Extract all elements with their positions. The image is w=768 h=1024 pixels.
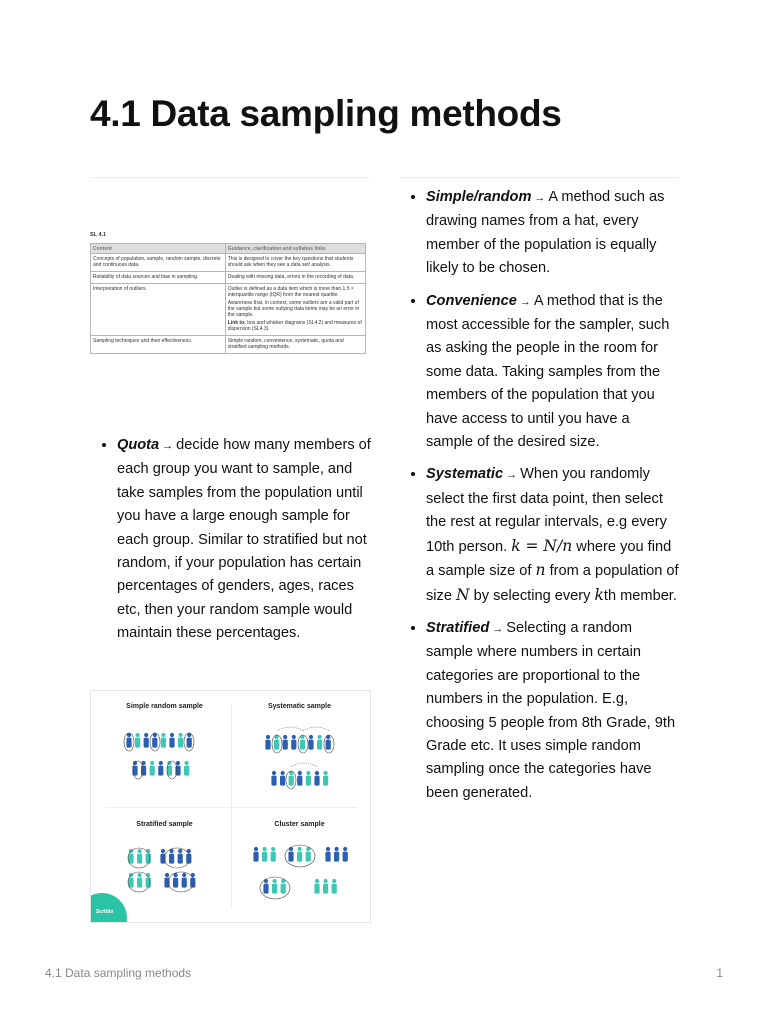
syllabus-guidance-cell [225, 284, 365, 336]
syllabus-guidance-cell [225, 336, 365, 354]
syllabus-header-guidance: Guidance, clarification and syllabus links [225, 244, 365, 254]
syllabus-content-cell: Concepts of population, sample, random sample, discrete and continuous data. [91, 254, 226, 272]
syllabus-header-content: Content [91, 244, 226, 254]
person-icon [326, 735, 331, 750]
person-icon [161, 733, 166, 748]
systematic-sample-label: Systematic sample [267, 703, 332, 710]
syllabus-table [90, 243, 366, 354]
syllabus-code: SL 4.1 [90, 232, 107, 238]
person-icon [173, 873, 178, 888]
list-item-simple-random [426, 186, 680, 281]
quota-term: Quota [117, 437, 160, 453]
person-icon [150, 761, 155, 776]
syllabus-guidance-text: Simple random, convenience, systematic, quota and stratified sampling methods. [227, 337, 344, 350]
systematic-term: Systematic [426, 466, 504, 483]
systematic-description-b: where you find a sample size of [426, 538, 672, 580]
person-icon [314, 771, 319, 786]
simple-random-term: Simple/random [426, 189, 532, 205]
syllabus-guidance-cell [225, 272, 365, 284]
person-icon [186, 849, 191, 864]
person-icon [182, 873, 187, 888]
person-icon [314, 879, 319, 894]
arrow-icon: → [519, 295, 531, 308]
stratified-sample-label: Stratified sample [136, 821, 193, 828]
systematic-formula: k = N/n [511, 536, 573, 555]
list-item-convenience [426, 290, 680, 455]
person-icon [288, 847, 293, 862]
table-row [91, 254, 366, 272]
arrow-icon: → [492, 622, 504, 635]
person-icon [187, 733, 192, 748]
person-icon [289, 771, 294, 786]
person-icon [308, 735, 313, 750]
interval-arc [277, 727, 303, 731]
person-icon [323, 771, 328, 786]
left-column-rule [90, 177, 369, 178]
systematic-description-e: th member. [603, 587, 677, 604]
interval-arc [291, 763, 317, 767]
person-icon [265, 735, 270, 750]
person-icon [262, 847, 267, 862]
list-item-quota [117, 434, 371, 646]
list-item-stratified [426, 617, 680, 805]
convenience-description: A method that is the most accessible for the sampler, such as asking the people in the room for some data. Taking samples from the members of the population that you have access to until you have a sample of the desired size. [426, 292, 670, 451]
systematic-description-c: from a population of size [426, 563, 679, 604]
right-bullet-list [399, 186, 680, 814]
table-row [91, 284, 366, 336]
person-icon [332, 879, 337, 894]
person-icon [343, 847, 348, 862]
person-icon [137, 873, 142, 888]
person-icon [271, 771, 276, 786]
person-icon [169, 849, 174, 864]
person-icon [184, 761, 189, 776]
syllabus-content-cell: Sampling techniques and their effectiveness. [91, 336, 226, 354]
interval-variable: k [594, 585, 604, 604]
arrow-icon: → [534, 192, 546, 204]
simple-random-sample-label: Simple random sample [126, 703, 203, 710]
syllabus-table-image [90, 232, 366, 354]
arrow-icon: → [506, 469, 518, 482]
scribbr-logo-text: Scribbr [96, 909, 114, 915]
sampling-methods-figure [90, 690, 371, 923]
stratified-description: Selecting a random sample where numbers in certain categories are proportional to the numbers in the population. E.g, choosing 5 people from 8th Grade, 9th Grade etc. It uses simple random sampling once the categories have been generated. [426, 619, 676, 801]
person-icon [297, 847, 302, 862]
person-icon [291, 735, 296, 750]
table-row [91, 336, 366, 354]
stratified-term: Stratified [426, 619, 490, 636]
person-icon [274, 735, 279, 750]
person-icon [306, 771, 311, 786]
person-icon [317, 735, 322, 750]
syllabus-link-text: box and whisker diagrams (SL4.2) and measures of dispersion (SL4.3). [227, 319, 362, 332]
syllabus-guidance-text: Awareness that, in context, some outliers are a valid part of the sample but some outlying data items may be an error in the sample. [227, 299, 360, 318]
syllabus-content-cell: Interpretation of outliers. [91, 284, 226, 336]
person-icon [263, 879, 268, 894]
footer-title: 4.1 Data sampling methods [45, 966, 192, 980]
person-icon [152, 733, 157, 748]
arrow-icon: → [162, 440, 174, 452]
syllabus-guidance-text: This is designed to cover the key questions that students should ask when they see a data set/ analysis. [227, 255, 354, 268]
systematic-description-a: When you randomly select the first data point, then select the rest at regular intervals, e.g every 10th person. [426, 466, 667, 555]
quota-description: decide how many members of each group you want to sample, and take samples from the population until you have a large enough sample for each group. Similar to stratified but not random, if your population has certain percentages of genders, ages, races etc, then your random sample would maintain these percentages. [117, 437, 371, 642]
person-icon [323, 879, 328, 894]
cluster-sample-label: Cluster sample [274, 821, 325, 828]
person-icon [325, 847, 330, 862]
simple-random-description: A method such as drawing names from a hat, every member of the population is equally likely to be chosen. [426, 189, 665, 277]
page-title: 4.1 Data sampling methods [90, 93, 562, 134]
table-row [91, 272, 366, 284]
interval-arc [303, 727, 329, 731]
person-icon [169, 733, 174, 748]
person-icon [137, 849, 142, 864]
person-icon [175, 761, 180, 776]
list-item-systematic [426, 463, 680, 607]
selection-ring [168, 872, 194, 892]
person-icon [135, 733, 140, 748]
syllabus-content-cell: Reliability of data sources and bias in sampling. [91, 272, 226, 284]
person-icon [178, 849, 183, 864]
selection-ring [164, 848, 190, 868]
person-icon [141, 761, 146, 776]
person-icon [272, 879, 277, 894]
left-bullet-list [90, 434, 371, 655]
systematic-description-d: by selecting every [473, 587, 591, 604]
convenience-term: Convenience [426, 292, 517, 309]
right-column-rule [400, 177, 679, 178]
page-number: 1 [716, 966, 723, 980]
syllabus-guidance-cell [225, 254, 365, 272]
person-icon [280, 771, 285, 786]
sample-size-variable: n [535, 561, 546, 580]
syllabus-link-paragraph [228, 320, 363, 332]
person-icon [283, 735, 288, 750]
person-icon [126, 733, 131, 748]
syllabus-link-label: Link to: [227, 319, 246, 326]
person-icon [297, 771, 302, 786]
person-icon [253, 847, 258, 862]
person-icon [144, 733, 149, 748]
people-groups-illustration [91, 691, 370, 922]
person-icon [158, 761, 163, 776]
person-icon [300, 735, 305, 750]
person-icon [306, 847, 311, 862]
person-icon [334, 847, 339, 862]
person-icon [190, 873, 195, 888]
person-icon [281, 879, 286, 894]
syllabus-header-row [91, 244, 366, 254]
syllabus-guidance-text: Dealing with missing data, errors in the recording of data. [227, 273, 355, 280]
person-icon [271, 847, 276, 862]
syllabus-guidance-text: Outlier is defined as a data item which is more than 1.5 × interquartile range (IQR) from the nearest quartile. [227, 285, 354, 298]
person-icon [178, 733, 183, 748]
population-size-variable: N [456, 585, 470, 604]
